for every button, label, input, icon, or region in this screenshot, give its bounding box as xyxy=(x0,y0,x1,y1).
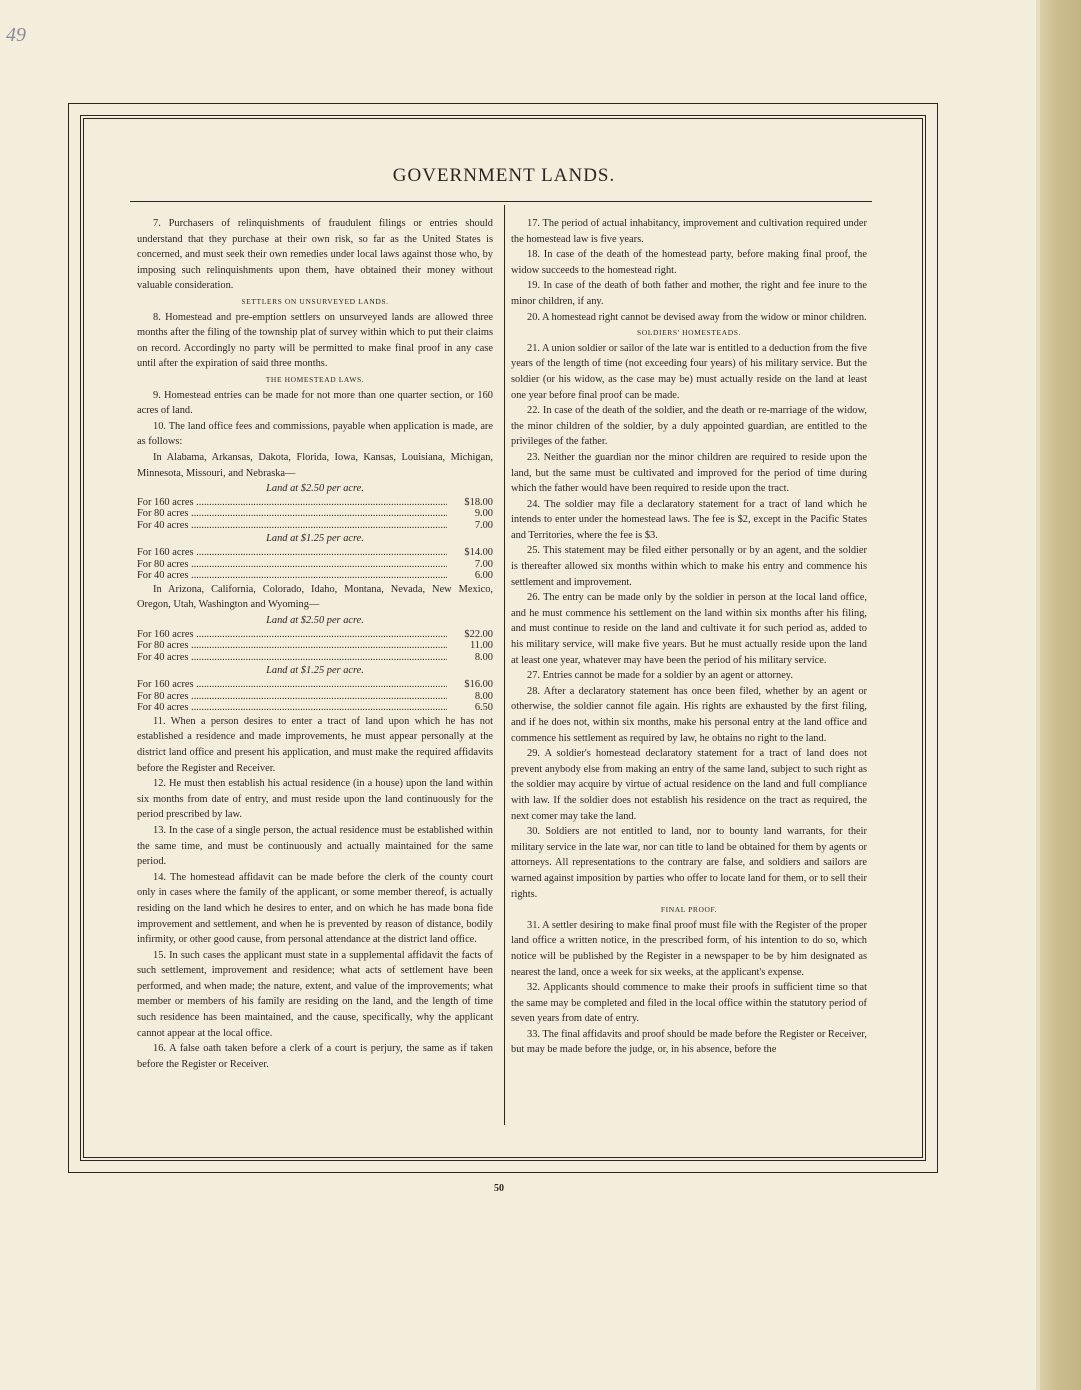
fee-table-heading: Land at $1.25 per acre. xyxy=(266,665,364,677)
fee-row xyxy=(137,497,493,509)
fee-row xyxy=(137,508,493,520)
paragraph: 22. In case of the death of the soldier, and the death or re-marriage of the widow, the minor children of the soldier, by a duly appointed guardian, are entitled to the privileges of the father. xyxy=(511,405,867,448)
fee-amount: 6.50 xyxy=(474,702,493,714)
fee-amount: 9.00 xyxy=(474,508,493,520)
paragraph: 18. In case of the death of the homestead party, before making final proof, the widow succeeds to the homestead right. xyxy=(511,249,867,276)
paragraph: 25. This statement may be filed either personally or by an agent, and the soldier is thereafter allowed six months within which to make his entry and commence his settlement and improvement. xyxy=(511,545,867,588)
fee-amount: $18.00 xyxy=(464,496,493,508)
fee-table-heading: Land at $2.50 per acre. xyxy=(266,615,364,627)
paragraph: 9. Homestead entries can be made for not more than one quarter section, or 160 acres of land. xyxy=(137,389,493,417)
fee-table-heading: Land at $2.50 per acre. xyxy=(266,483,364,495)
paragraph: 21. A union soldier or sailor of the late war is entitled to a deduction from the five years of the length of time (not exceeding four years) of his military service. But the soldier (or his widow, as the case may be) must actually reside on the land at least one year before final proof can be made. xyxy=(511,342,867,401)
fee-label: For 40 acres ..... xyxy=(137,570,447,582)
paragraph: 7. Purchasers of relinquishments of fraudulent filings or entries should understand that they purchase at their own risk, so far as the United States is concerned, and must seek their own remedies under local laws against those who, by imposing such relinquishments upon them, have obtained their money without valuable consideration. xyxy=(137,218,493,292)
paragraph: 19. In case of the death of both father and mother, the right and fee inure to the minor children, if any. xyxy=(511,280,867,307)
fee-row xyxy=(137,570,493,582)
fee-row xyxy=(137,559,493,571)
column-divider xyxy=(504,205,505,1125)
fee-row xyxy=(137,679,493,691)
fee-label: For 40 acres ..... xyxy=(137,702,447,714)
section-heading: SOLDIERS' HOMESTEADS. xyxy=(637,328,741,338)
fee-label: For 160 acres ..... xyxy=(137,547,447,559)
paragraph: 33. The final affidavits and proof should be made before the Register or Receiver, but may be made before the judge, or, in his absence, before the xyxy=(511,1028,867,1056)
section-heading: FINAL PROOF. xyxy=(660,905,718,915)
fee-label: For 80 acres ..... xyxy=(137,691,447,703)
fee-row xyxy=(137,629,493,641)
paragraph: In Arizona, California, Colorado, Idaho, Montana, Nevada, New Mexico, Oregon, Utah, Washington and Wyoming— xyxy=(137,583,493,611)
fee-amount: 6.00 xyxy=(474,570,493,582)
fee-row xyxy=(137,691,493,703)
fee-amount: 8.00 xyxy=(474,690,493,702)
paragraph: 16. A false oath taken before a clerk of a court is perjury, the same as if taken before the Register or Receiver. xyxy=(137,1043,493,1070)
paragraph: 13. In the case of a single person, the actual residence must be established within the same time, and must be continuously and actually maintained for the same period. xyxy=(137,824,493,868)
handwritten-page-mark: 49 xyxy=(6,24,26,46)
paragraph: 15. In such cases the applicant must state in a supplemental affidavit the facts of such settlement, improvement and residence; what acts of settlement have been performed, and when made; the nature, extent, and value of the improvements; what member or members of his family are residing on the land, and the length of time such residence has been maintained, and the cause, specifically, why the applicant cannot appear at the local office. xyxy=(137,949,493,1039)
fee-label: For 80 acres ..... xyxy=(137,640,447,652)
paragraph: 27. Entries cannot be made for a soldier by an agent or attorney. xyxy=(527,670,793,682)
paragraph: 23. Neither the guardian nor the minor children are required to reside upon the land, but the same must be cultivated and improved for the period of time during which the father would have been required to reside upon the tract. xyxy=(511,451,867,495)
fee-label: For 160 acres ..... xyxy=(137,679,447,691)
paragraph: 26. The entry can be made only by the soldier in person at the local land office, and he must commence his settlement on the land within six months after his filing, and must continue to reside on the land and cultivate it for such period as, added to his military service, will make five years. But he must actually reside upon the land at least one year, whatever may have been the period of his military service. xyxy=(511,592,867,666)
section-heading: SETTLERS ON UNSURVEYED LANDS. xyxy=(241,296,389,306)
paragraph: 17. The period of actual inhabitancy, improvement and cultivation required under the homestead law is five years. xyxy=(511,218,867,245)
fee-label: For 80 acres ..... xyxy=(137,559,447,571)
paragraph: 29. A soldier's homestead declaratory statement for a tract of land does not prevent anybody else from making an entry of the same land, subject to such right as the soldier may acquire by virtue of actual residence on the land and full compliance with law. If the soldier does not establish his residence on the tract as required, the next comer may take the land. xyxy=(511,748,867,822)
paragraph: 12. He must then establish his actual residence (in a house) upon the land within six months from date of entry, and must reside upon the land continuously for the period prescribed by law. xyxy=(137,778,493,821)
fee-label: For 80 acres ..... xyxy=(137,508,447,520)
section-heading: THE HOMESTEAD LAWS. xyxy=(265,374,365,384)
paragraph: 20. A homestead right cannot be devised away from the widow or minor children. xyxy=(527,311,867,323)
right-column xyxy=(511,216,867,1058)
page-title: GOVERNMENT LANDS. xyxy=(392,165,616,186)
fee-amount: $22.00 xyxy=(464,628,493,640)
fee-label: For 40 acres ..... xyxy=(137,520,447,532)
left-column xyxy=(137,216,493,1072)
fee-row xyxy=(137,652,493,664)
fee-row xyxy=(137,547,493,559)
fee-row xyxy=(137,702,493,714)
fee-amount: 11.00 xyxy=(470,640,493,652)
title-rule xyxy=(130,201,872,202)
paragraph: In Alabama, Arkansas, Dakota, Florida, Iowa, Kansas, Louisiana, Michigan, Minnesota, Missouri, and Nebraska— xyxy=(137,451,493,479)
fee-row xyxy=(137,640,493,652)
fee-row xyxy=(137,520,493,532)
paragraph: 31. A settler desiring to make final proof must file with the Register of the proper land office a written notice, in the prescribed form, of his intention to do so, which notice will be published by the Register in a newspaper to be by him designated as nearest the land, once a week for six weeks, at the applicant's expense. xyxy=(511,919,867,978)
paragraph: 11. When a person desires to enter a tract of land upon which he has not established a residence and made improvements, he must appear personally at the district land office and present his application, and must make the required affidavits before the Register and Receiver. xyxy=(137,715,493,774)
page-number: 50 xyxy=(494,1183,504,1194)
fee-label: For 160 acres ..... xyxy=(137,629,447,641)
paragraph: 32. Applicants should commence to make their proofs in sufficient time so that the same may be completed and filed in the local office within the statutory period of seven years from date of entry. xyxy=(511,982,867,1025)
page-edge xyxy=(1040,0,1081,1390)
fee-amount: $16.00 xyxy=(464,679,493,690)
fee-amount: 8.00 xyxy=(474,651,493,663)
fee-amount: 7.00 xyxy=(474,558,493,570)
fee-table-heading: Land at $1.25 per acre. xyxy=(266,533,364,545)
fee-label: For 160 acres ..... xyxy=(137,497,447,509)
paragraph: 30. Soldiers are not entitled to land, nor to bounty land warrants, for their military service in the late war, nor can title to land be obtained for them by agents or attorneys. All representations to the contrary are false, and soldiers and sailors are warned against imposition by parties who offer to locate land for them, or to sell their rights. xyxy=(511,826,867,900)
paragraph: 8. Homestead and pre-emption settlers on unsurveyed lands are allowed three months after the filing of the township plat of survey within which to put their claims on record. Accordingly no party will be permitted to make final proof in any case until after the expiration of said three months. xyxy=(137,311,493,370)
fee-amount: $14.00 xyxy=(464,547,493,559)
paragraph: 14. The homestead affidavit can be made before the clerk of the county court only in cases where the family of the applicant, or some member thereof, is actually residing on the land which he desires to enter, and on which he has made bona fide improvement and settlement, and when he is prevented by reason of distance, bodily infirmity, or other good cause, from personal attendance at the district land office. xyxy=(137,871,493,946)
fee-label: For 40 acres ..... xyxy=(137,652,447,664)
paragraph: 24. The soldier may file a declaratory statement for a tract of land which he intends to enter under the homestead laws. The fee is $2, except in the Pacific States and Territories, where the fee is $3. xyxy=(511,498,867,541)
page-edge-highlight xyxy=(1036,0,1040,1390)
paragraph: 28. After a declaratory statement has once been filed, whether by an agent or otherwise, the soldier cannot file again. His rights are exhausted by the first filing, and if he does not, within six months, make his personal entry at the land office and commence his settlement as required by law, he obtains no right to the land. xyxy=(511,685,867,744)
paragraph: 10. The land office fees and commissions, payable when application is made, are as follows: xyxy=(137,420,493,448)
fee-amount: 7.00 xyxy=(474,519,493,531)
